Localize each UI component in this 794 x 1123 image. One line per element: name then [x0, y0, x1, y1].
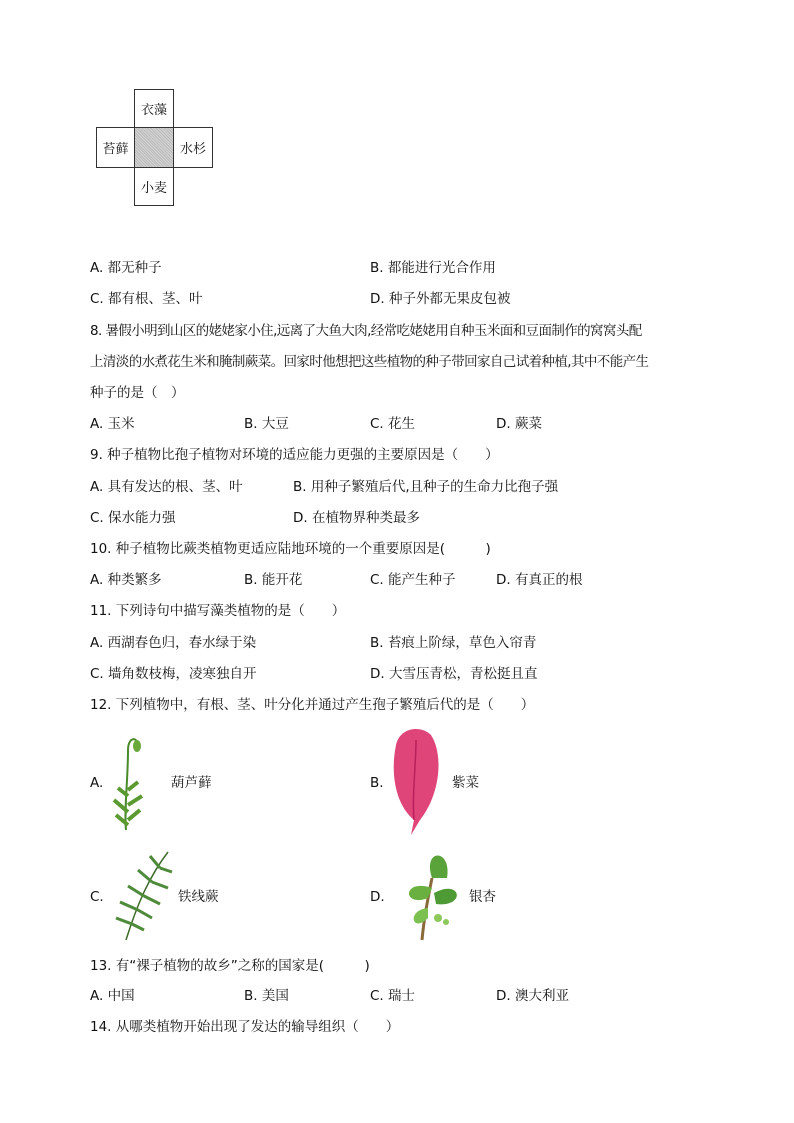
question-8-line: 种子的是（ ） [90, 385, 185, 401]
option: A. 西湖春色归，春水绿于染 [90, 635, 257, 651]
option: A. 都无种子 [90, 260, 162, 276]
plant-name: 紫菜 [452, 775, 479, 791]
option: A. 种类繁多 [90, 572, 162, 588]
diagram-cell-center [134, 127, 174, 168]
question-13: 13. 有“裸子植物的故乡”之称的国家是( ) [90, 958, 370, 974]
option: D. 有真正的根 [496, 572, 583, 588]
option: B. 苔痕上阶绿，草色入帘青 [370, 635, 537, 651]
question-10: 10. 种子植物比蕨类植物更适应陆地环境的一个重要原因是( ) [90, 541, 491, 557]
question-14: 14. 从哪类植物开始出现了发达的输导组织（ ） [90, 1019, 400, 1035]
diagram-cell-bottom: 小麦 [134, 167, 174, 206]
fern-image [112, 848, 176, 943]
option: C. 墙角数枝梅，凌寒独自开 [90, 666, 257, 682]
option: B. 大豆 [244, 416, 289, 432]
option-letter: A. [90, 775, 104, 791]
option: A. 中国 [90, 988, 135, 1004]
option: D. 蕨菜 [496, 416, 542, 432]
question-11: 11. 下列诗句中描写藻类植物的是（ ） [90, 603, 346, 619]
option: C. 能产生种子 [370, 572, 456, 588]
ginkgo-image [392, 848, 464, 946]
option-letter: D. [370, 889, 385, 905]
option: C. 花生 [370, 416, 416, 432]
option: A. 玉米 [90, 416, 135, 432]
diagram-cell-right: 水杉 [173, 127, 213, 168]
question-12: 12. 下列植物中，有根、茎、叶分化并通过产生孢子繁殖后代的是（ ） [90, 697, 535, 713]
option-letter: B. [370, 775, 384, 791]
option: C. 保水能力强 [90, 510, 176, 526]
option: D. 澳大利亚 [496, 988, 569, 1004]
diagram-cell-left: 苔藓 [96, 127, 135, 168]
option-letter: C. [90, 889, 104, 905]
plant-name: 铁线蕨 [178, 889, 219, 905]
option: B. 能开花 [244, 572, 303, 588]
option: C. 都有根、茎、叶 [90, 291, 203, 307]
question-8-line: 上清淡的水煮花生米和腌制蕨菜。回家时他想把这些植物的种子带回家自己试着种植,其中不能产生 [90, 354, 649, 370]
option: D. 种子外都无果皮包被 [370, 291, 511, 307]
laver-image [386, 725, 446, 840]
diagram-cell-top: 衣藻 [134, 89, 174, 128]
option: C. 瑞士 [370, 988, 416, 1004]
plant-name: 银杏 [469, 889, 496, 905]
question-9: 9. 种子植物比孢子植物对环境的适应能力更强的主要原因是（ ） [90, 447, 499, 463]
option: B. 都能进行光合作用 [370, 260, 496, 276]
option: B. 用种子繁殖后代,且种子的生命力比孢子强 [293, 479, 559, 495]
option: D. 大雪压青松，青松挺且直 [370, 666, 538, 682]
option: D. 在植物界种类最多 [293, 510, 420, 526]
option: A. 具有发达的根、茎、叶 [90, 479, 243, 495]
option: B. 美国 [244, 988, 289, 1004]
question-8-line: 8. 暑假小明到山区的姥姥家小住,远离了大鱼大肉,经常吃姥姥用自种玉米面和豆面制作的窝窝头配 [90, 323, 642, 339]
moss-image [108, 730, 148, 835]
plant-name: 葫芦藓 [171, 775, 212, 791]
